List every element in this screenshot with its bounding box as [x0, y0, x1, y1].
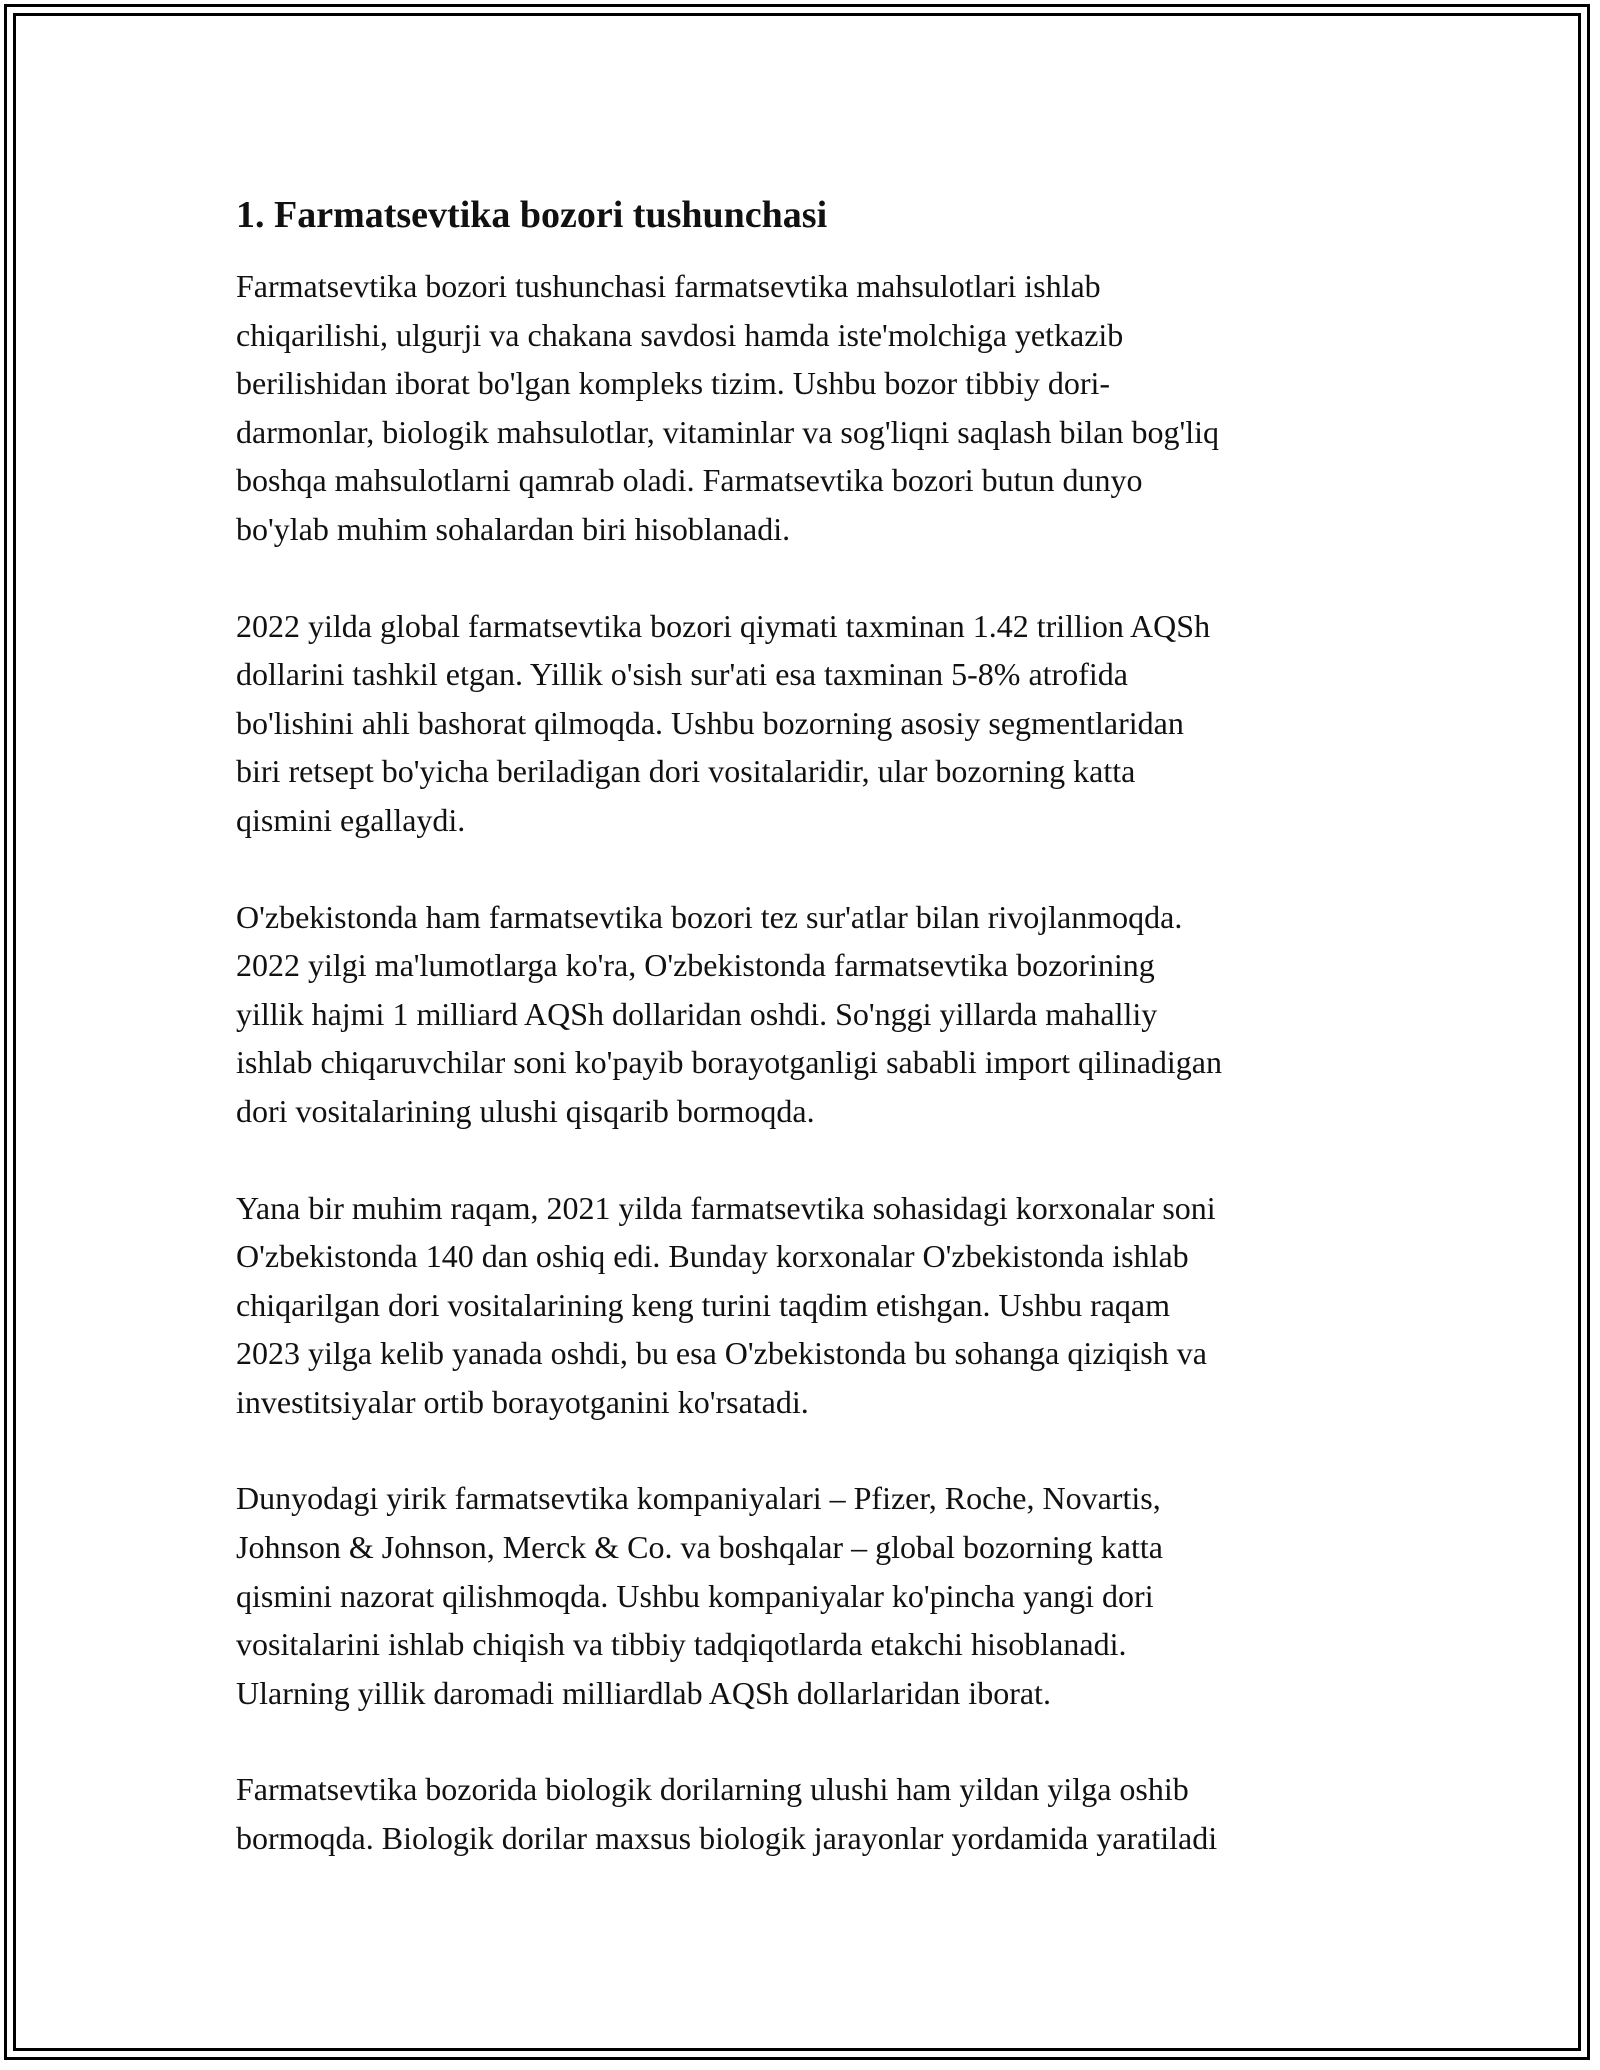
text-line: O'zbekistonda ham farmatsevtika bozori tez sur'atlar bilan rivojlanmoqda. [236, 898, 1183, 935]
text-line: boshqa mahsulotlarni qamrab oladi. Farmatsevtika bozori butun dunyo [236, 462, 1143, 499]
paragraph-uzbekistan-market [236, 893, 1376, 1136]
text-line: 2023 yilga kelib yanada oshdi, bu esa O'zbekistonda bu sohanga qiziqish va [236, 1335, 1207, 1372]
text-line: berilishidan iborat bo'lgan kompleks tizim. Ushbu bozor tibbiy dori- [236, 365, 1111, 402]
paragraph-global-companies [236, 1474, 1376, 1717]
text-line: dollarini tashkil etgan. Yillik o'sish sur'ati esa taxminan 5-8% atrofida [236, 656, 1128, 693]
paragraph-enterprises [236, 1184, 1376, 1427]
paragraph-biologics [236, 1765, 1376, 1862]
text-line: Farmatsevtika bozori tushunchasi farmatsevtika mahsulotlari ishlab [236, 268, 1101, 304]
text-line: chiqarilgan dori vositalarining keng turini taqdim etishgan. Ushbu raqam [236, 1286, 1171, 1323]
text-line: biri retsept bo'yicha beriladigan dori vositalaridir, ular bozorning katta [236, 753, 1136, 790]
document-body [236, 186, 1376, 1911]
text-line: bormoqda. Biologik dorilar maxsus biologik jarayonlar yordamida yaratiladi [236, 1820, 1218, 1857]
text-line: Dunyodagi yirik farmatsevtika kompaniyalari – Pfizer, Roche, Novartis, [236, 1480, 1161, 1517]
text-line: dori vositalarining ulushi qisqarib bormoqda. [236, 1092, 815, 1129]
text-line: bo'lishini ahli bashorat qilmoqda. Ushbu bozorning asosiy segmentlaridan [236, 704, 1184, 741]
text-line: ishlab chiqaruvchilar soni ko'payib borayotganligi sababli import qilinadigan [236, 1044, 1222, 1081]
text-line: qismini nazorat qilishmoqda. Ushbu kompaniyalar ko'pincha yangi dori [236, 1577, 1154, 1614]
text-line: Johnson & Johnson, Merck & Co. va boshqalar – global bozorning katta [236, 1529, 1163, 1566]
text-line: chiqarilishi, ulgurji va chakana savdosi hamda iste'molchiga yetkazib [236, 316, 1124, 353]
text-line: vositalarini ishlab chiqish va tibbiy tadqiqotlarda etakchi hisoblanadi. [236, 1626, 1127, 1663]
text-line: 2022 yilgi ma'lumotlarga ko'ra, O'zbekistonda farmatsevtika bozorining [236, 947, 1155, 984]
text-line: 2022 yilda global farmatsevtika bozori qiymati taxminan 1.42 trillion AQSh [236, 607, 1211, 644]
text-line: Farmatsevtika bozorida biologik dorilarning ulushi ham yildan yilga oshib [236, 1771, 1189, 1808]
paragraph-market-definition [236, 262, 1376, 554]
text-line: qismini egallaydi. [236, 801, 466, 838]
text-line: yillik hajmi 1 milliard AQSh dollaridan oshdi. So'nggi yillarda mahalliy [236, 995, 1158, 1032]
text-line: darmonlar, biologik mahsulotlar, vitaminlar va sog'liqni saqlash bilan bog'liq [236, 413, 1220, 450]
text-line: bo'ylab muhim sohalardan biri hisoblanadi. [236, 510, 791, 547]
text-line: Ularning yillik daromadi milliardlab AQSh dollarlaridan iborat. [236, 1674, 1051, 1711]
paragraph-global-market [236, 602, 1376, 845]
text-line: O'zbekistonda 140 dan oshiq edi. Bunday korxonalar O'zbekistonda ishlab [236, 1238, 1189, 1275]
text-line: investitsiyalar ortib borayotganini ko'rsatadi. [236, 1383, 809, 1420]
text-line: Yana bir muhim raqam, 2021 yilda farmatsevtika sohasidagi korxonalar soni [236, 1189, 1216, 1226]
section-heading: 1. Farmatsevtika bozori tushunchasi [236, 194, 828, 236]
